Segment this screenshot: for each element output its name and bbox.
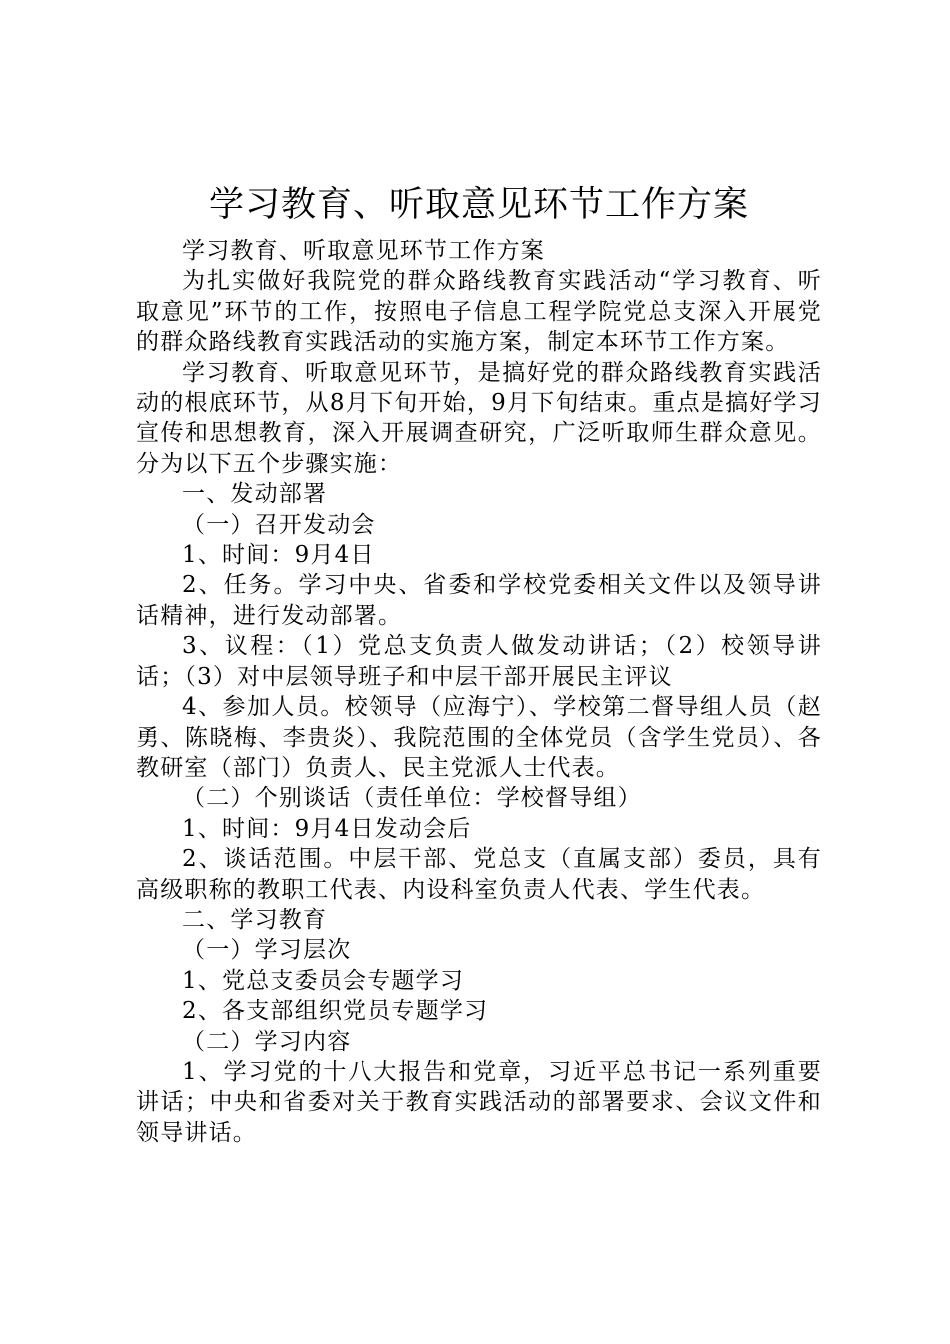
heading-section-2: 二、学习教育 <box>182 906 328 933</box>
list-item-committee-study: 1、党总支委员会专题学习 <box>182 967 465 994</box>
heading-subsection-1-1: （一）召开发动会 <box>182 511 376 538</box>
paragraph-subtitle: 学习教育、听取意见环节工作方案 <box>182 238 545 264</box>
list-item-time: 1、时间：9月4日 <box>182 542 375 569</box>
paragraph-overview: 学习教育、听取意见环节，是搞好党的群众路线教育实践活动的根底环节，从8月下旬开始，9月下旬结束。重点是搞好学习宣传和思想教育，深入开展调查研究，广泛听取师生群众意见。分为以下五个步骤实施： <box>136 359 822 477</box>
document-body <box>136 236 822 1148</box>
list-item-agenda: 3、议程：（1）党总支负责人做发动讲话；（2）校领导讲话；（3）对中层领导班子和中层干部开展民主评议 <box>136 633 822 690</box>
list-item-branch-study: 2、各支部组织党员专题学习 <box>182 998 489 1025</box>
list-item-study-content: 1、学习党的十八大报告和党章，习近平总书记一系列重要讲话；中央和省委对关于教育实践活动的部署要求、会议文件和领导讲话。 <box>136 1058 822 1146</box>
heading-subsection-2-1: （一）学习层次 <box>182 937 352 964</box>
heading-subsection-2-2: （二）学习内容 <box>182 1028 352 1055</box>
list-item-talk-scope: 2、谈话范围。中层干部、党总支（直属支部）委员，具有高级职称的教职工代表、内设科室负责人代表、学生代表。 <box>136 846 822 903</box>
document-title: 学习教育、听取意见环节工作方案 <box>208 185 749 225</box>
heading-subsection-1-2: （二）个别谈话（责任单位：学校督导组） <box>182 785 642 812</box>
list-item-participants: 4、参加人员。校领导（应海宁）、学校第二督导组人员（赵勇、陈晓梅、李贵炎）、我院范围的全体党员（含学生党员）、各教研室（部门）负责人、民主党派人士代表。 <box>136 694 822 781</box>
heading-section-1: 一、发动部署 <box>182 481 328 508</box>
list-item-task: 2、任务。学习中央、省委和学校党委相关文件以及领导讲话精神，进行发动部署。 <box>136 572 822 629</box>
list-item-talk-time: 1、时间：9月4日发动会后 <box>182 815 472 842</box>
paragraph-intro: 为扎实做好我院党的群众路线教育实践活动“学习教育、听取意见”环节的工作，按照电子信息工程学院党总支深入开展党的群众路线教育实践活动的实施方案，制定本环节工作方案。 <box>136 268 822 356</box>
